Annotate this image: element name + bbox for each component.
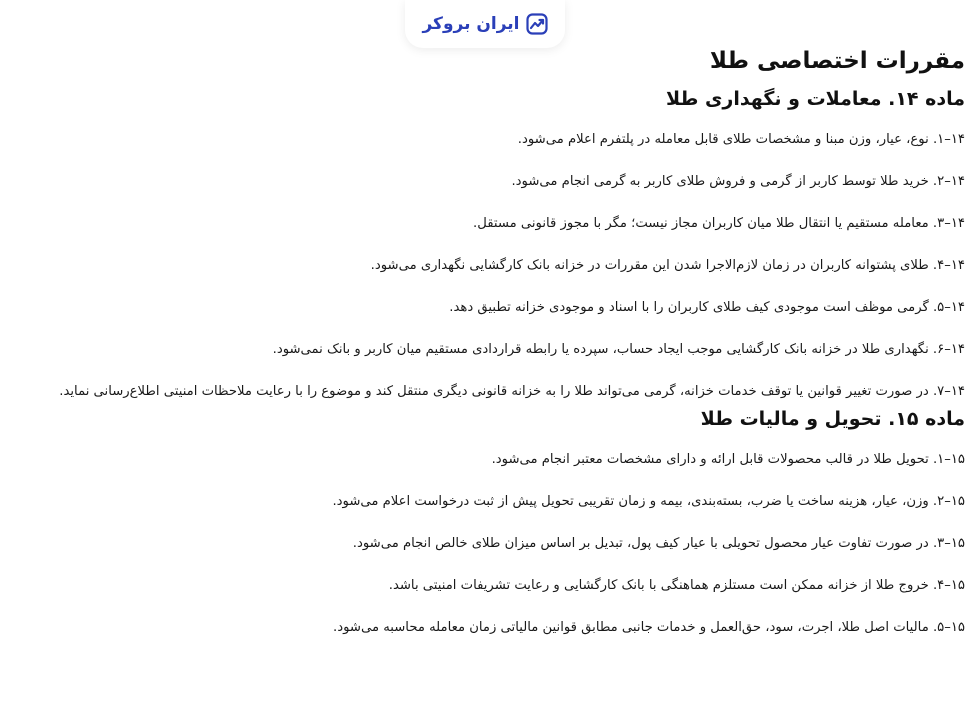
clause-item: ۱۴–۱. نوع، عیار، وزن مبنا و مشخصات طلای قابل معامله در پلتفرم اعلام می‌شود. <box>517 132 965 147</box>
clause-item: ۱۵–۲. وزن، عیار، هزینه ساخت یا ضرب، بسته‌بندی، بیمه و زمان تقریبی تحویل پیش از ثبت درخواست اعلام می‌شود. <box>332 494 965 509</box>
section-title-article-15: ماده ۱۵. تحویل و مالیات طلا <box>700 408 965 430</box>
section-title-article-14: ماده ۱۴. معاملات و نگهداری طلا <box>666 88 965 110</box>
clause-item: ۱۵–۵. مالیات اصل طلا، اجرت، سود، حق‌العمل و خدمات جانبی مطابق قوانین مالیاتی زمان معامله محاسبه می‌شود. <box>333 620 965 635</box>
clause-item: ۱۴–۷. در صورت تغییر قوانین یا توقف خدمات خزانه، گرمی می‌تواند طلا را به خزانه قانونی دیگری منتقل کند و موضوع را با رعایت ملاحظات امنیتی اطلاع‌رسانی نماید. <box>59 384 965 399</box>
clause-item: ۱۴–۴. طلای پشتوانه کاربران در زمان لازم‌الاجرا شدن این مقررات در خزانه بانک کارگشایی نگهداری می‌شود. <box>370 258 965 273</box>
clause-item: ۱۵–۳. در صورت تفاوت عیار محصول تحویلی با عیار کیف پول، تبدیل بر اساس میزان طلای خالص انجام می‌شود. <box>352 536 965 551</box>
clause-list-article-14 <box>0 130 965 402</box>
page-title: مقررات اختصاصی طلا <box>709 48 965 74</box>
clause-item: ۱۴–۲. خرید طلا توسط کاربر از گرمی و فروش طلای کاربر به گرمی انجام می‌شود. <box>511 174 965 189</box>
trend-chart-icon <box>526 13 548 35</box>
clause-list-article-15 <box>0 450 965 638</box>
clause-item: ۱۵–۱. تحویل طلا در قالب محصولات قابل ارائه و دارای مشخصات معتبر انجام می‌شود. <box>491 452 965 467</box>
clause-item: ۱۴–۵. گرمی موظف است موجودی کیف طلای کاربران را با اسناد و موجودی خزانه تطبیق دهد. <box>449 300 965 315</box>
clause-item: ۱۵–۴. خروج طلا از خزانه ممکن است مستلزم هماهنگی با بانک کارگشایی و رعایت تشریفات امنیتی باشد. <box>388 578 965 593</box>
brand-name: ایران بروکر <box>422 14 520 34</box>
regulations-content <box>0 40 965 638</box>
clause-item: ۱۴–۳. معامله مستقیم یا انتقال طلا میان کاربران مجاز نیست؛ مگر با مجوز قانونی مستقل. <box>473 216 965 231</box>
clause-item: ۱۴–۶. نگهداری طلا در خزانه بانک کارگشایی موجب ایجاد حساب، سپرده یا رابطه قراردادی مستقیم میان کاربر و بانک نمی‌شود. <box>272 342 965 357</box>
